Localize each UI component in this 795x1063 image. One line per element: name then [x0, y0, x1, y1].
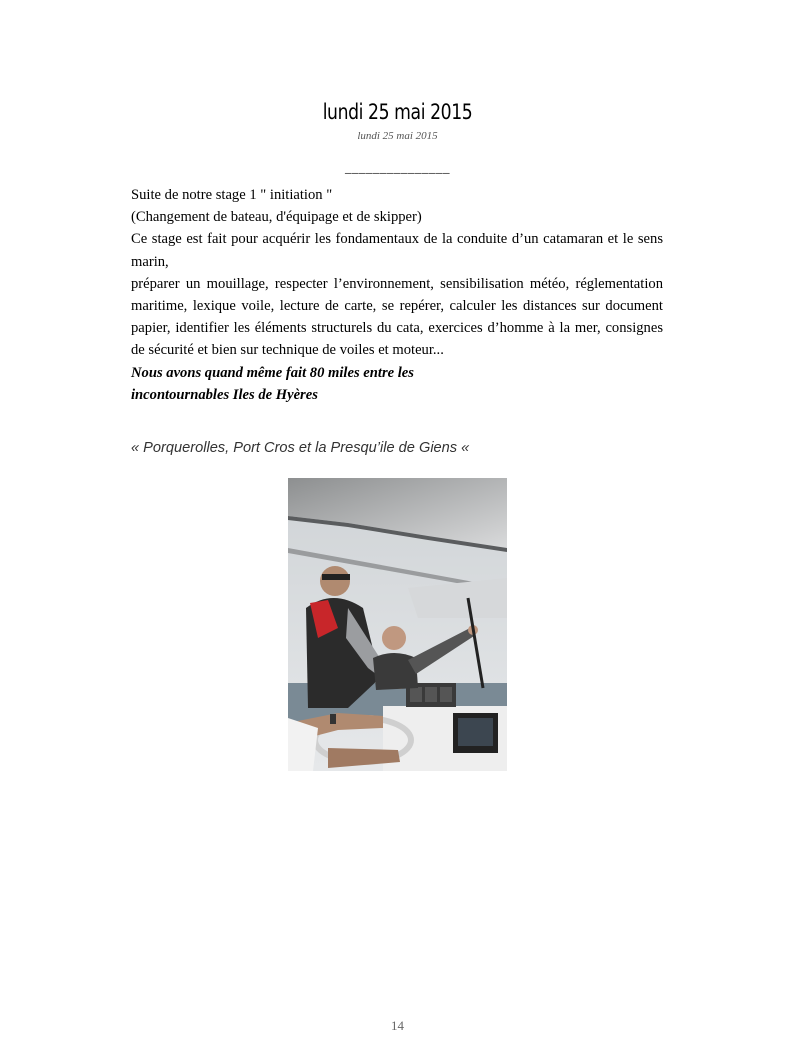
page-title: lundi 25 mai 2015 [322, 100, 473, 124]
divider-line: _______________ [345, 160, 450, 175]
highlight-line-2: incontournables Iles de Hyères [131, 386, 318, 403]
body-paragraph-purpose: Ce stage est fait pour acquérir les fondamentaux de la conduite d’un catamaran et le sens marin, [131, 231, 663, 270]
sailing-photo [288, 478, 507, 771]
article-body [131, 184, 663, 406]
body-paragraph-program: préparer un mouillage, respecter l’environnement, sensibilisation météo, réglementation maritime, lexique voile, lecture de carte, se repérer, calculer les distances sur document papier, identifier les éléments structurels du cata, exercices d’homme à la mer, consignes de sécurité et bien sur technique de voiles et moteur... [131, 275, 663, 359]
page-number: 14 [391, 1018, 404, 1033]
body-line-change: (Changement de bateau, d'équipage et de skipper) [131, 209, 422, 226]
photo-caption: « Porquerolles, Port Cros et la Presqu’ile de Giens « [131, 440, 470, 456]
page-subtitle: lundi 25 mai 2015 [357, 130, 438, 142]
body-line-intro: Suite de notre stage 1 " initiation " [131, 187, 333, 203]
highlight-line-1: Nous avons quand même fait 80 miles entre les [131, 364, 414, 381]
